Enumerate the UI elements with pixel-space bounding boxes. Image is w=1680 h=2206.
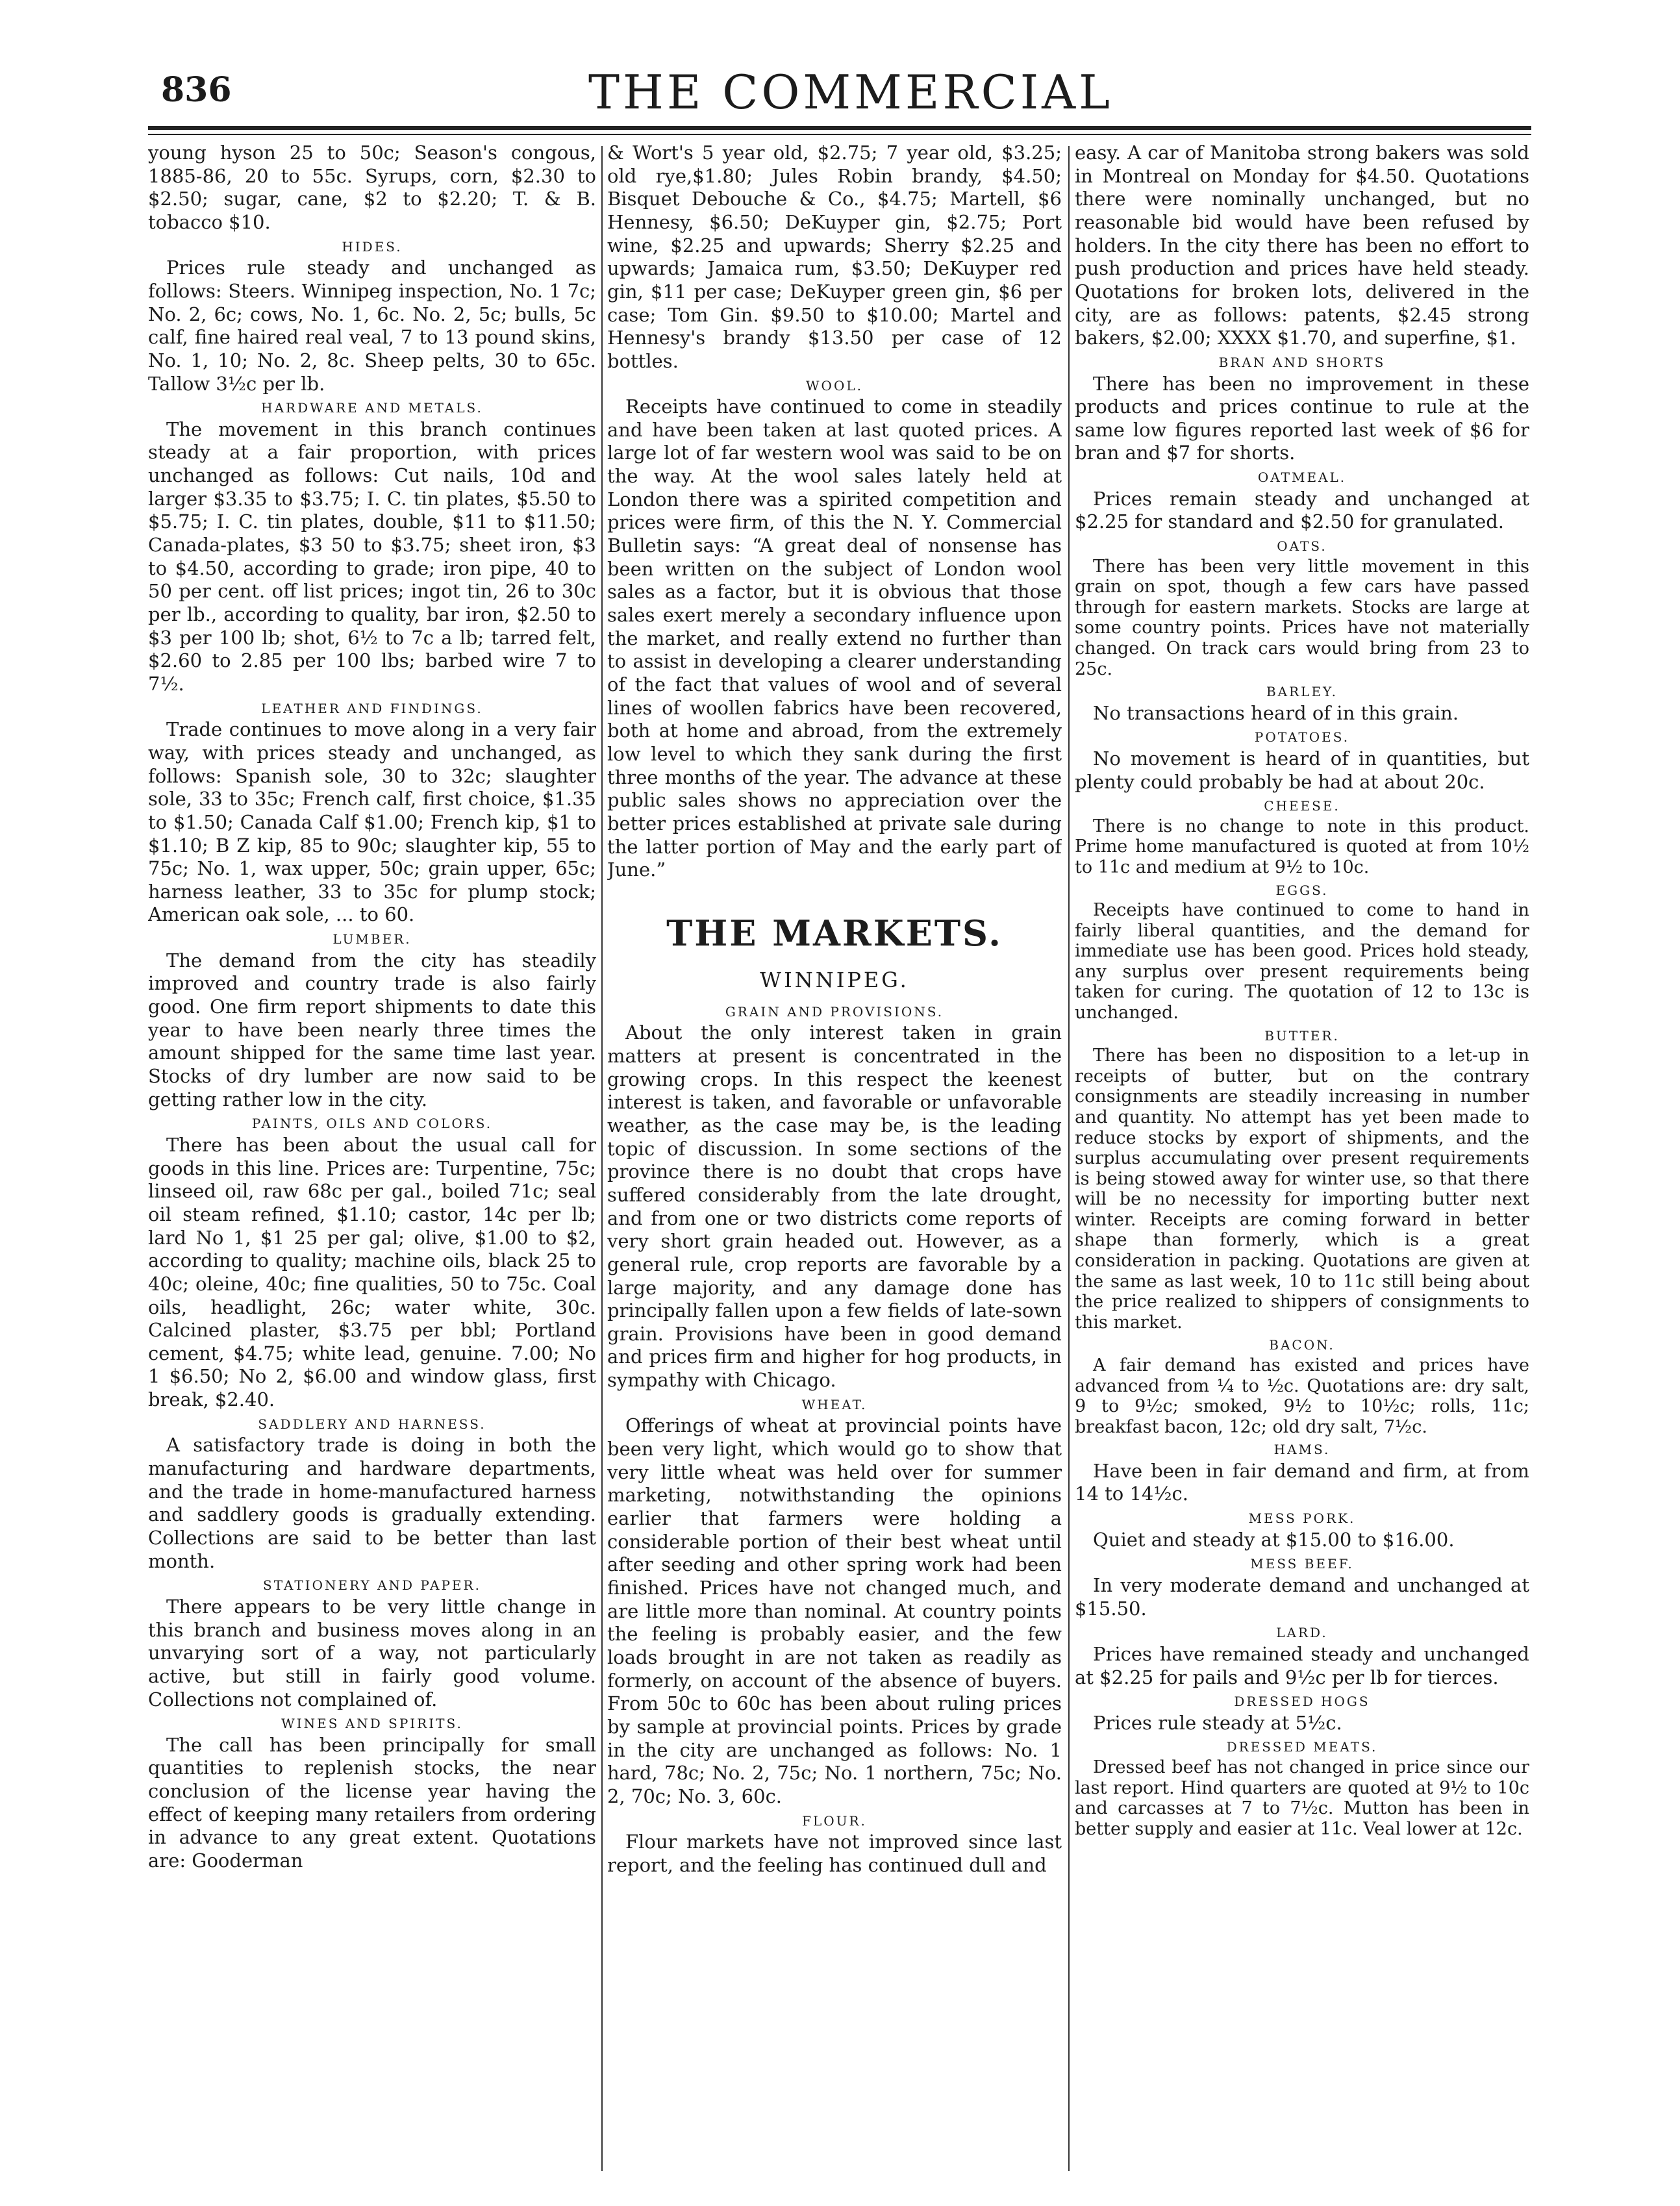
paragraph: There has been about the usual call for goods in this line. Prices are: Turpentine, 75c; linseed oil, raw 68c per gal., boiled 71c; seal oil steam refined, $1.10; castor, 14c per lb; lard No 1, $1 25 per gal; olive, $1.00 to $2, according to quality; machine oils, black 25 to 40c; oleine, 40c; fine qualities, 50 to 75c. Coal oils, headlight, 26c; water white, 30c. Calcined plaster, $3.75 per bbl; Portland cement, $4.75; white lead, genuine. 7.00; No 1 $6.50; No 2, $6.00 and window glass, first break, $2.40. [148,1133,596,1411]
masthead: THE COMMERCIAL [588,65,1113,119]
section-heading: BUTTER. [1264,1027,1340,1044]
paragraph: Offerings of wheat at provincial points have been very light, which would go to show that very little wheat was held over for summer marketing, notwithstanding the opinions earlier that farmers were holding a considerable portion of their best wheat until after seeding and other spring work had been finished. Prices have not changed much, and are little more than nominal. At country points the feeling is probably easier, and the few loads brought in are not taken as readily as formerly, on account of the absence of buyers. From 50c to 60c has been about ruling prices by sample at provincial points. Prices by grade in the city are unchanged as follows: No. 1 hard, 78c; No. 2, 75c; No. 1 northern, 75c; No. 2, 70c; No. 3, 60c. [607,1414,1062,1807]
column-divider-left [601,146,603,2171]
section-heading: OATS. [1277,538,1327,555]
section-heading: BRAN AND SHORTS [1218,354,1386,370]
paragraph: A fair demand has existed and prices have advanced from ¼ to ½c. Quotations are: dry salt, 9 to 9½c; smoked, 9½ to 10½c; rolls, 11c; breakfast bacon, 12c; old dry salt, 7½c. [1075,1355,1529,1437]
paragraph: The call has been principally for small quantities to replenish stocks, the near conclusion of the license year having the effect of keeping many retailers from ordering in advance to any great extent. Quotations are: Gooderman [148,1733,596,1872]
section-heading: HIDES. [342,238,403,255]
section-heading: BARLEY. [1266,684,1338,700]
paragraph: & Wort's 5 year old, $2.75; 7 year old, $3.25; old rye,$1.80; Jules Robin brandy, $4.50; Bisquet Debouche & Co., $4.75; Martell, $6 Hennesy, $6.50; DeKuyper gin, $2.75; Port wine, $2.25 and upwards; Sherry $2.25 and upwards; Jamaica rum, $3.50; DeKuyper red gin, $11 per case; DeKuyper green gin, $6 per case; Tom Gin. $9.50 to $10.00; Martel and Hennesy's brandy $13.50 per case of 12 bottles. [607,142,1062,372]
paragraph: easy. A car of Manitoba strong bakers was sold in Montreal on Monday for $4.50. Quotations there were nominally unchanged, but no reasonable bid would have been refused by holders. In the city there has been no effort to push production and prices have held steady. Quotations for broken lots, delivered in the city, are as follows: patents, $2.45 strong bakers, $2.00; XXXX $1.70, and superfine, $1. [1075,142,1529,349]
section-heading: DRESSED MEATS. [1226,1739,1378,1755]
section-heading: DRESSED HOGS [1234,1694,1370,1710]
paragraph: There has been no improvement in these products and prices continue to rule at the same low figures reported last week of $6 for bran and $7 for shorts. [1075,372,1529,464]
masthead-rule-thin [148,134,1531,135]
section-heading: HARDWARE AND METALS. [261,400,483,416]
paragraph: There appears to be very little change in this branch and business moves along in an unvarying sort of a way, not particularly active, but still in fairly good volume. Collections not complained of. [148,1595,596,1711]
section-heading: PAINTS, OILS AND COLORS. [251,1116,493,1132]
section-heading: HAMS. [1273,1442,1331,1458]
section-heading: LARD. [1276,1625,1328,1641]
paragraph: There has been very little movement in this grain on spot, though a few cars have passed through for eastern markets. Stocks are large at some country points. Prices have not materially changed. On track cars would bring from 23 to 25c. [1075,556,1529,679]
page-number: 836 [161,70,232,110]
paragraph: young hyson 25 to 50c; Season's congous, 1885-86, 20 to 55c. Syrups, corn, $2.30 to $2.50; sugar, cane, $2 to $2.20; T. & B. tobacco $10. [148,142,596,233]
column-3 [1075,142,1529,2174]
section-heading: OATMEAL. [1257,470,1347,486]
section-heading: MESS PORK. [1248,1510,1356,1527]
paragraph: Trade continues to move along in a very fair way, with prices steady and unchanged, as follows: Spanish sole, 30 to 32c; slaughter sole, 33 to 35c; French calf, first choice, $1.35 to $1.50; Canada Calf $1.00; French kip, $1 to $1.10; B Z kip, 85 to 90c; slaughter kip, 55 to 75c; No. 1, wax upper, 50c; grain upper, 65c; harness leather, 33 to 35c for plump stock; American oak sole, ... to 60. [148,718,596,926]
section-heading: CHEESE. [1264,798,1340,814]
paragraph: Have been in fair demand and firm, at from 14 to 14½c. [1075,1459,1529,1505]
paragraph: In very moderate demand and unchanged at $15.50. [1075,1573,1529,1620]
paragraph: Receipts have continued to come to hand in fairly liberal quantities, and the demand for immediate use has been good. Prices hold steady, any surplus over present requirements being taken for curing. The quotation of 12 to 13c is unchanged. [1075,900,1529,1023]
paragraph: Prices have remained steady and unchanged at $2.25 for pails and 9½c per lb for tierces. [1075,1642,1529,1688]
section-heading: WHEAT. [801,1396,868,1412]
section-heading: LUMBER. [332,931,412,947]
section-heading: MESS BEEF. [1250,1556,1354,1572]
section-heading: SADDLERY AND HARNESS. [258,1416,486,1432]
paragraph: A satisfactory trade is doing in both the manufacturing and hardware departments, and the trade in home-manufactured harness and saddlery goods is gradually extending. Collections are said to be better than last month. [148,1434,596,1572]
city-heading: WINNIPEG. [760,968,909,993]
paragraph: No movement is heard of in quantities, but plenty could probably be had at about 20c. [1075,747,1529,793]
section-heading: WOOL. [806,377,863,394]
paragraph: The demand from the city has steadily improved and country trade is also fairly good. One firm report shipments to date this year to have been nearly three times the amount shipped for the same time last year. Stocks of dry lumber are now said to be getting rather low in the city. [148,949,596,1110]
paragraph: Dressed beef has not changed in price since our last report. Hind quarters are quoted at 9½ to 10c and carcasses at 7 to 7½c. Mutton has been in better supply and easier at 11c. Veal lower at 12c. [1075,1757,1529,1839]
paragraph: The movement in this branch continues steady at a fair proportion, with prices unchanged as follows: Cut nails, 10d and larger $3.35 to $3.75; I. C. tin plates, $5.50 to $5.75; I. C. tin plates, double, $11 to $11.50; Canada-plates, $3 50 to $3.75; sheet iron, $3 to $4.50, according to grade; iron pipe, 40 to 50 per cent. off list prices; ingot tin, 26 to 30c per lb., according to quality, bar iron, $2.50 to $3 per 100 lb; shot, 6½ to 7c a lb; tarred felt, $2.60 to 2.85 per 100 lbs; barbed wire 7 to 7½. [148,418,596,695]
section-heading: BACON. [1269,1337,1335,1353]
column-divider-right [1068,146,1070,2171]
column-1 [148,142,596,2174]
paragraph: About the only interest taken in grain matters at present is concentrated in the growing crops. In this respect the keenest interest is taken, and favorable or unfavorable weather, as the case may be, is the leading topic of discussion. In some sections of the province there is no doubt that crops have suffered considerably from the late drought, and from one or two districts come reports of very short grain headed out. However, as a general rule, crop reports are favorable by a large majority, and any damage done has principally fallen upon a few fields of late-sown grain. Provisions have been in good demand and prices firm and higher for hog products, in sympathy with Chicago. [607,1022,1062,1392]
section-heading: GRAIN AND PROVISIONS. [725,1003,944,1020]
section-heading: FLOUR. [802,1812,867,1829]
masthead-rule-thick [148,126,1531,130]
column-2 [607,142,1062,2174]
section-heading: WINES AND SPIRITS. [281,1716,463,1732]
paragraph: Receipts have continued to come in steadily and have been taken at last quoted prices. A large lot of far western wool was said to be on the way. At the wool sales lately held at London there was a spirited competition and prices were firm, of this the N. Y. Commercial Bulletin says: “A great deal of nonsense has been written on the subject of London wool sales as a factor, but it is obvious that those sales exert merely a secondary influence upon the market, and really extend no further than to assist in developing a clearer understanding of the fact that values of wool and of several lines of woollen fabrics have been recovered, both at home and abroad, from the extremely low level to which they sank during the first three months of the year. The advance at these public sales shows no appreciation over the better prices established at private sale during the latter portion of May and the early part of June.” [607,395,1062,881]
section-heading: LEATHER AND FINDINGS. [261,700,483,716]
section-heading: STATIONERY AND PAPER. [263,1577,481,1594]
paragraph: Prices rule steady and unchanged as follows: Steers. Winnipeg inspection, No. 1 7c; No. 2, 6c; cows, No. 1, 6c. No. 2, 5c; bulls, 5c calf, fine haired real veal, 7 to 13 pound skins, No. 1, 10; No. 2, 8c. Sheep pelts, 30 to 65c. Tallow 3½c per lb. [148,257,596,395]
paragraph: Flour markets have not improved since last report, and the feeling has continued dull and [607,1831,1062,1876]
paragraph: Quiet and steady at $15.00 to $16.00. [1093,1528,1455,1551]
paragraph: Prices remain steady and unchanged at $2.25 for standard and $2.50 for granulated. [1075,487,1529,533]
section-heading: POTATOES. [1254,729,1350,746]
paragraph: There is no change to note in this product. Prime home manufactured is quoted at from 10½ to 11c and medium at 9½ to 10c. [1075,816,1529,877]
paragraph: No transactions heard of in this grain. [1093,701,1459,724]
paragraph: There has been no disposition to a let-up in receipts of butter, but on the contrary consignments are steadily increasing in number and quantity. No attempt has yet been made to reduce stocks by export of shipments, and the surplus accumulating over present requirements is being stowed away for winter use, so that there will be no necessity for importing butter next winter. Receipts are coming forward in better shape than formerly, which is a great consideration in packing. Quotations are given at the same as last week, 10 to 11c still being about the price realized to shippers of consignments to this market. [1075,1046,1529,1333]
markets-heading: THE MARKETS. [666,912,1003,954]
paragraph: Prices rule steady at 5½c. [1093,1711,1342,1734]
section-heading: EGGS. [1275,882,1329,898]
